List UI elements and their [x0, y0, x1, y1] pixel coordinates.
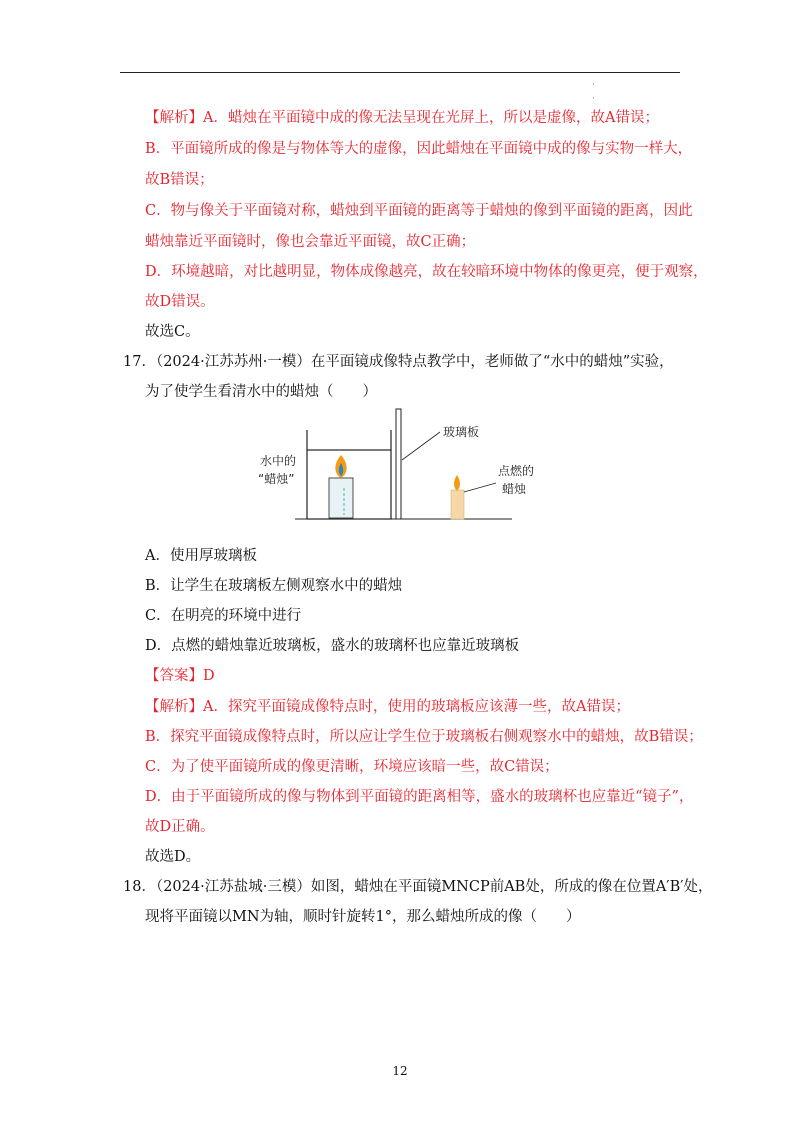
q16-analysis-line: D．环境越暗，对比越明显，物体成像越亮，故在较暗环境中物体的像更亮，便于观察，: [145, 264, 708, 280]
q17-analysis-line: C．为了使平面镜所成的像更清晰，环境应该暗一些，故C错误；: [145, 759, 559, 775]
lit-candle-body: [451, 490, 464, 519]
label-water-candle: 水中的: [260, 454, 297, 468]
q17-stem: 为了使学生看清水中的蜡烛（ ）: [145, 384, 377, 400]
q17-conclusion: 故选D。: [145, 849, 201, 865]
candle-experiment-figure: [250, 405, 550, 530]
header-rule: [120, 72, 680, 73]
q17-analysis-line: D．由于平面镜所成的像与物体到平面镜的距离相等，盛水的玻璃杯也应靠近“镜子”，: [145, 789, 694, 805]
q16-analysis-line: 蜡烛靠近平面镜时，像也会靠近平面镜，故C正确；: [145, 234, 476, 250]
lit-candle-flame: [454, 475, 460, 491]
q16-analysis-line: 故D错误。: [145, 294, 215, 310]
q16-conclusion: 故选C。: [145, 324, 200, 340]
image-candle-body: [329, 478, 353, 518]
q16-analysis-line: 【解析】A．蜡烛在平面镜中成的像无法呈现在光屏上，所以是虚像，故A错误；: [145, 110, 659, 126]
decorative-dot: ·: [592, 80, 595, 90]
q17-analysis-line: 【解析】A．探究平面镜成像特点时，使用的玻璃板应该薄一些，故A错误；: [145, 699, 630, 715]
decorative-dot: ·: [592, 94, 595, 104]
q17-analysis-line: 故D正确。: [145, 819, 215, 835]
q17-option-d: D．点燃的蜡烛靠近玻璃板，盛水的玻璃杯也应靠近玻璃板: [145, 638, 520, 654]
q17-stem: 17．（2024·江苏苏州·一模）在平面镜成像特点教学中，老师做了“水中的蜡烛”实验，: [123, 354, 674, 370]
q17-answer: 【答案】D: [145, 668, 215, 684]
q18-stem: 现将平面镜以MN为轴，顺时针旋转1°，那么蜡烛所成的像（ ）: [145, 909, 581, 925]
q16-analysis-line: B．平面镜所成的像是与物体等大的虚像，因此蜡烛在平面镜中成的像与实物一样大，: [145, 141, 693, 157]
lit-candle-pointer: [464, 483, 496, 492]
q18-stem: 18．（2024·江苏盐城·三模）如图，蜡烛在平面镜MNCP前AB处，所成的像在位置A′B′处，: [123, 879, 713, 895]
label-glass-plate: 玻璃板: [443, 425, 480, 439]
page-number: 12: [392, 1064, 408, 1078]
label-water-candle: “蜡烛”: [258, 472, 295, 486]
q16-analysis-line: C．物与像关于平面镜对称，蜡烛到平面镜的距离等于蜡烛的像到平面镜的距离，因此: [145, 203, 693, 219]
q17-analysis-line: B．探究平面镜成像特点时，所以应让学生位于玻璃板右侧观察水中的蜡烛，故B错误；: [145, 729, 703, 745]
label-lit-candle: 蜡烛: [502, 482, 527, 496]
q17-option-c: C．在明亮的环境中进行: [145, 608, 302, 624]
glass-plate-pointer: [402, 432, 440, 460]
q17-option-b: B．让学生在玻璃板左侧观察水中的蜡烛: [145, 578, 403, 594]
q16-analysis-line: 故B错误；: [145, 172, 214, 188]
label-lit-candle: 点燃的: [498, 464, 535, 478]
q17-option-a: A．使用厚玻璃板: [145, 548, 257, 564]
glass-plate: [396, 409, 401, 519]
